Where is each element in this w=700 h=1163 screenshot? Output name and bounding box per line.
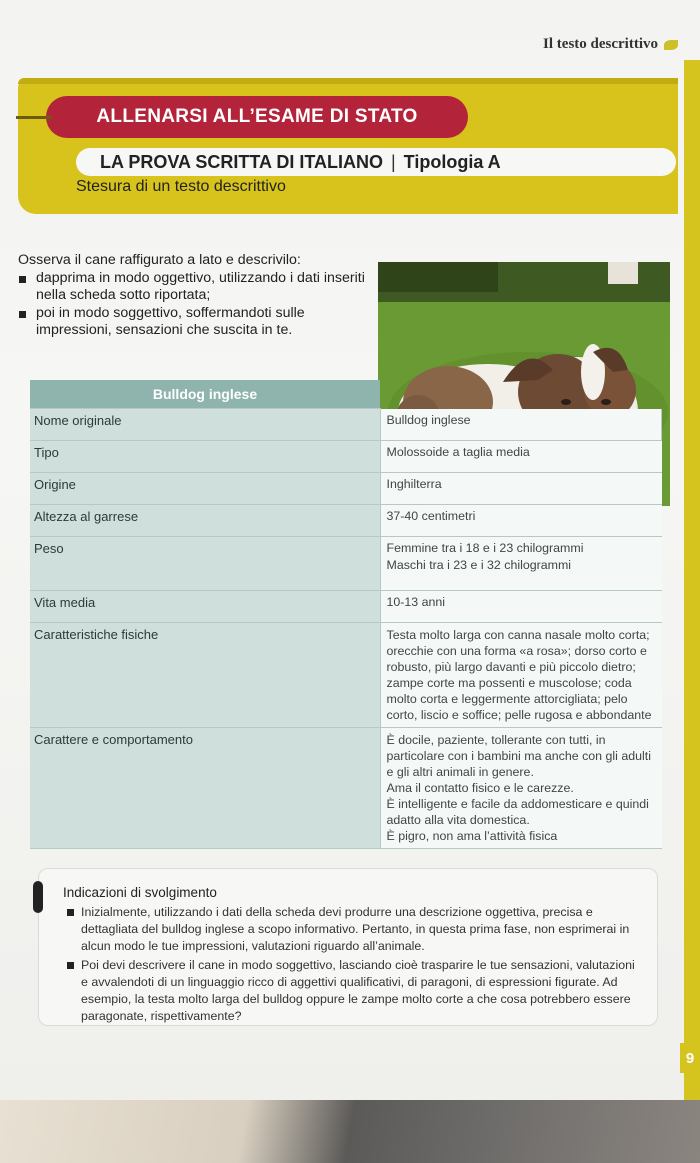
banner-title-pill xyxy=(46,96,468,138)
row-value-line: Ama il contatto fisico e le carezze. xyxy=(386,781,574,795)
row-value: Bulldog inglese xyxy=(380,409,662,441)
table-header: Bulldog inglese xyxy=(30,380,380,409)
running-head-text: Il testo descrittivo xyxy=(543,36,658,52)
breed-card-table xyxy=(30,380,662,849)
table-row xyxy=(30,409,662,441)
table-row xyxy=(30,728,662,849)
row-value-line: È docile, paziente, tollerante con tutti, in particolare con i bambini ma anche con gli adulti e gli altri animali in genere. xyxy=(386,733,651,779)
row-key: Vita media xyxy=(30,591,380,623)
instructions-title: Indicazioni di svolgimento xyxy=(63,885,217,900)
row-key: Origine xyxy=(30,473,380,505)
instructions-list xyxy=(63,904,643,1025)
table-row xyxy=(30,505,662,537)
banner-exam: LA PROVA SCRITTA DI ITALIANO xyxy=(100,151,383,172)
intro-lead: Osserva il cane raffigurato a lato e descrivilo: xyxy=(18,252,301,268)
row-key: Peso xyxy=(30,537,380,591)
side-color-bar xyxy=(684,60,700,1100)
intro-text xyxy=(18,252,388,340)
table-row xyxy=(30,623,662,728)
row-value-line: È intelligente e facile da addomesticare e quindi adatto alla vita domestica. xyxy=(386,797,649,827)
table-row xyxy=(30,537,662,591)
row-value: Molossoide a taglia media xyxy=(380,441,662,473)
table-header-spacer xyxy=(380,380,662,409)
row-value xyxy=(380,728,662,849)
row-value: Inghilterra xyxy=(380,473,662,505)
exam-banner xyxy=(18,78,678,214)
page-number: 9 xyxy=(680,1043,700,1073)
table-header-row xyxy=(30,380,662,409)
row-key: Tipo xyxy=(30,441,380,473)
leaf-icon xyxy=(664,40,678,50)
row-value: 10-13 anni xyxy=(380,591,662,623)
row-key: Nome originale xyxy=(30,409,380,441)
table-row xyxy=(30,591,662,623)
background-fabric xyxy=(0,1100,700,1163)
intro-bullet: poi in modo soggettivo, soffermandoti sulle impressioni, sensazioni che suscita in te. xyxy=(18,305,388,340)
instructions-bullet: Inizialmente, utilizzando i dati della scheda devi produrre una descrizione oggettiva, precisa e dettagliata del bulldog inglese a scopo informativo. Pertanto, in questa prima fase, non esprimerai in alcun modo le tue impressioni, valutazioni riguardo all’animale. xyxy=(63,904,643,955)
instructions-box xyxy=(38,868,658,1026)
banner-topline xyxy=(18,78,678,84)
banner-tipology: Tipologia A xyxy=(403,151,501,172)
row-key: Carattere e comportamento xyxy=(30,728,380,849)
row-value-line: Maschi tra i 23 e i 32 chilogrammi xyxy=(386,558,572,572)
banner-title: ALLENARSI ALL’ESAME DI STATO xyxy=(96,106,418,127)
row-value: Testa molto larga con canna nasale molto corta; orecchie con una forma «a rosa»; dorso corto e robusto, più largo davanti e più piccolo dietro; zampe corte ma possenti e muscolose; coda molto corta e leggermente attorcigliata; pelo corto, liscio e soffice; pelle rugosa e abbondante xyxy=(380,623,662,728)
row-value: 37-40 centimetri xyxy=(380,505,662,537)
table-row xyxy=(30,441,662,473)
table-row xyxy=(30,473,662,505)
banner-separator: | xyxy=(390,151,396,172)
instructions-bullet: Poi devi descrivere il cane in modo soggettivo, lasciando cioè trasparire le tue sensazioni, valutazioni e avvalendoti di un linguaggio ricco di aggettivi qualificativi, di paragoni, di espressioni figurate. Ad esempio, la testa molto larga del bulldog oppure le zampe molto corte a che cosa potrebbero essere paragonate, rispettivamente? xyxy=(63,957,643,1025)
row-value xyxy=(380,537,662,591)
banner-subtitle: Stesura di un testo descrittivo xyxy=(76,178,286,195)
row-value-line: È pigro, non ama l’attività fisica xyxy=(386,829,558,843)
row-key: Altezza al garrese xyxy=(30,505,380,537)
intro-bullet: dapprima in modo oggettivo, utilizzando i dati inseriti nella scheda sotto riportata; xyxy=(18,270,388,305)
row-value-line: Femmine tra i 18 e i 23 chilogrammi xyxy=(386,541,584,555)
row-key: Caratteristiche fisiche xyxy=(30,623,380,728)
intro-list xyxy=(18,270,388,340)
box-marker xyxy=(33,881,43,913)
banner-exam-pill xyxy=(76,148,676,176)
running-head xyxy=(543,36,678,53)
